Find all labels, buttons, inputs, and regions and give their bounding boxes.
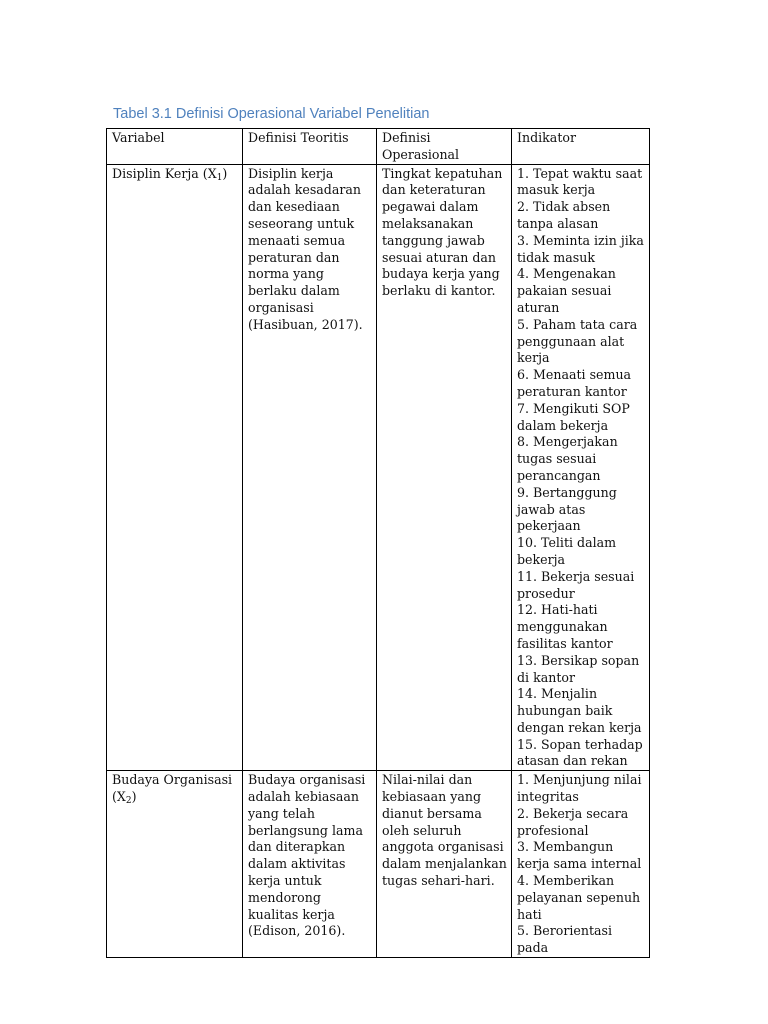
indikator-item: 4. Mengenakan pakaian sesuai aturan — [517, 266, 616, 315]
variabel-tail: ) — [222, 165, 228, 181]
header-indikator: Indikator — [512, 129, 650, 165]
table-header-row — [107, 129, 650, 165]
indikator-item: 11. Bekerja sesuai prosedur — [517, 568, 635, 601]
table-row — [107, 771, 650, 958]
cell-variabel — [107, 771, 243, 958]
indikator-item: 7. Mengikuti SOP dalam bekerja — [517, 400, 630, 433]
cell-indikator — [512, 164, 650, 771]
indikator-item: 5. Berorientasi pada — [517, 923, 613, 956]
indikator-item: 8. Mengerjakan tugas sesuai perancangan — [517, 434, 618, 483]
variabel-subscript: 2 — [125, 796, 132, 807]
indikator-item: 5. Paham tata cara penggunaan alat kerja — [517, 316, 638, 366]
table-caption: Tabel 3.1 Definisi Operasional Variabel Penelitian — [113, 106, 430, 122]
definition-table — [106, 128, 650, 958]
cell-indikator — [512, 771, 650, 958]
variabel-text: Disiplin Kerja (X — [112, 165, 217, 181]
indikator-item: 9. Bertanggung jawab atas pekerjaan — [517, 484, 617, 534]
indikator-item: 6. Menaati semua peraturan kantor — [517, 367, 632, 399]
header-definisi-operasional: Definisi Operasional — [377, 129, 512, 165]
indikator-item: 3. Meminta izin jika tidak masuk — [517, 232, 644, 265]
cell-variabel — [107, 164, 243, 771]
variabel-text: Budaya Organisasi (X — [112, 772, 233, 805]
indikator-item: 1. Tepat waktu saat masuk kerja — [517, 165, 643, 198]
indikator-item: 4. Memberikan pelayanan sepenuh hati — [517, 873, 641, 922]
indikator-item: 2. Tidak absen tanpa alasan — [517, 199, 611, 231]
indikator-item: 15. Sopan terhadap atasan dan rekan — [517, 736, 643, 769]
indikator-item: 10. Teliti dalam bekerja — [517, 535, 617, 567]
indikator-item: 12. Hati-hati menggunakan fasilitas kantor — [517, 602, 613, 651]
indikator-item: 1. Menjunjung nilai integritas — [517, 772, 642, 805]
cell-definisi-teoritis: Disiplin kerja adalah kesadaran dan kesediaan seseorang untuk menaati semua peraturan dan norma yang berlaku dalam organisasi (Hasibuan, 2017). — [243, 164, 377, 771]
variabel-subscript: 1 — [216, 172, 223, 183]
table-row — [107, 164, 650, 771]
indikator-item: 2. Bekerja secara profesional — [517, 805, 629, 838]
header-definisi-teoritis: Definisi Teoritis — [243, 129, 377, 165]
cell-definisi-teoritis: Budaya organisasi adalah kebiasaan yang telah berlangsung lama dan diterapkan dalam aktivitas kerja untuk mendorong kualitas kerja (Edison, 2016). — [243, 771, 377, 958]
variabel-tail: ) — [131, 789, 137, 805]
indikator-item: 14. Menjalin hubungan baik dengan rekan kerja — [517, 686, 642, 735]
cell-definisi-operasional: Tingkat kepatuhan dan keteraturan pegawai dalam melaksanakan tanggung jawab sesuai aturan dan budaya kerja yang berlaku di kantor. — [377, 164, 512, 771]
indikator-item: 13. Bersikap sopan di kantor — [517, 652, 640, 685]
indikator-item: 3. Membangun kerja sama internal — [517, 839, 642, 872]
header-variabel: Variabel — [107, 129, 243, 165]
cell-definisi-operasional: Nilai-nilai dan kebiasaan yang dianut bersama oleh seluruh anggota organisasi dalam menjalankan tugas sehari-hari. — [377, 771, 512, 958]
